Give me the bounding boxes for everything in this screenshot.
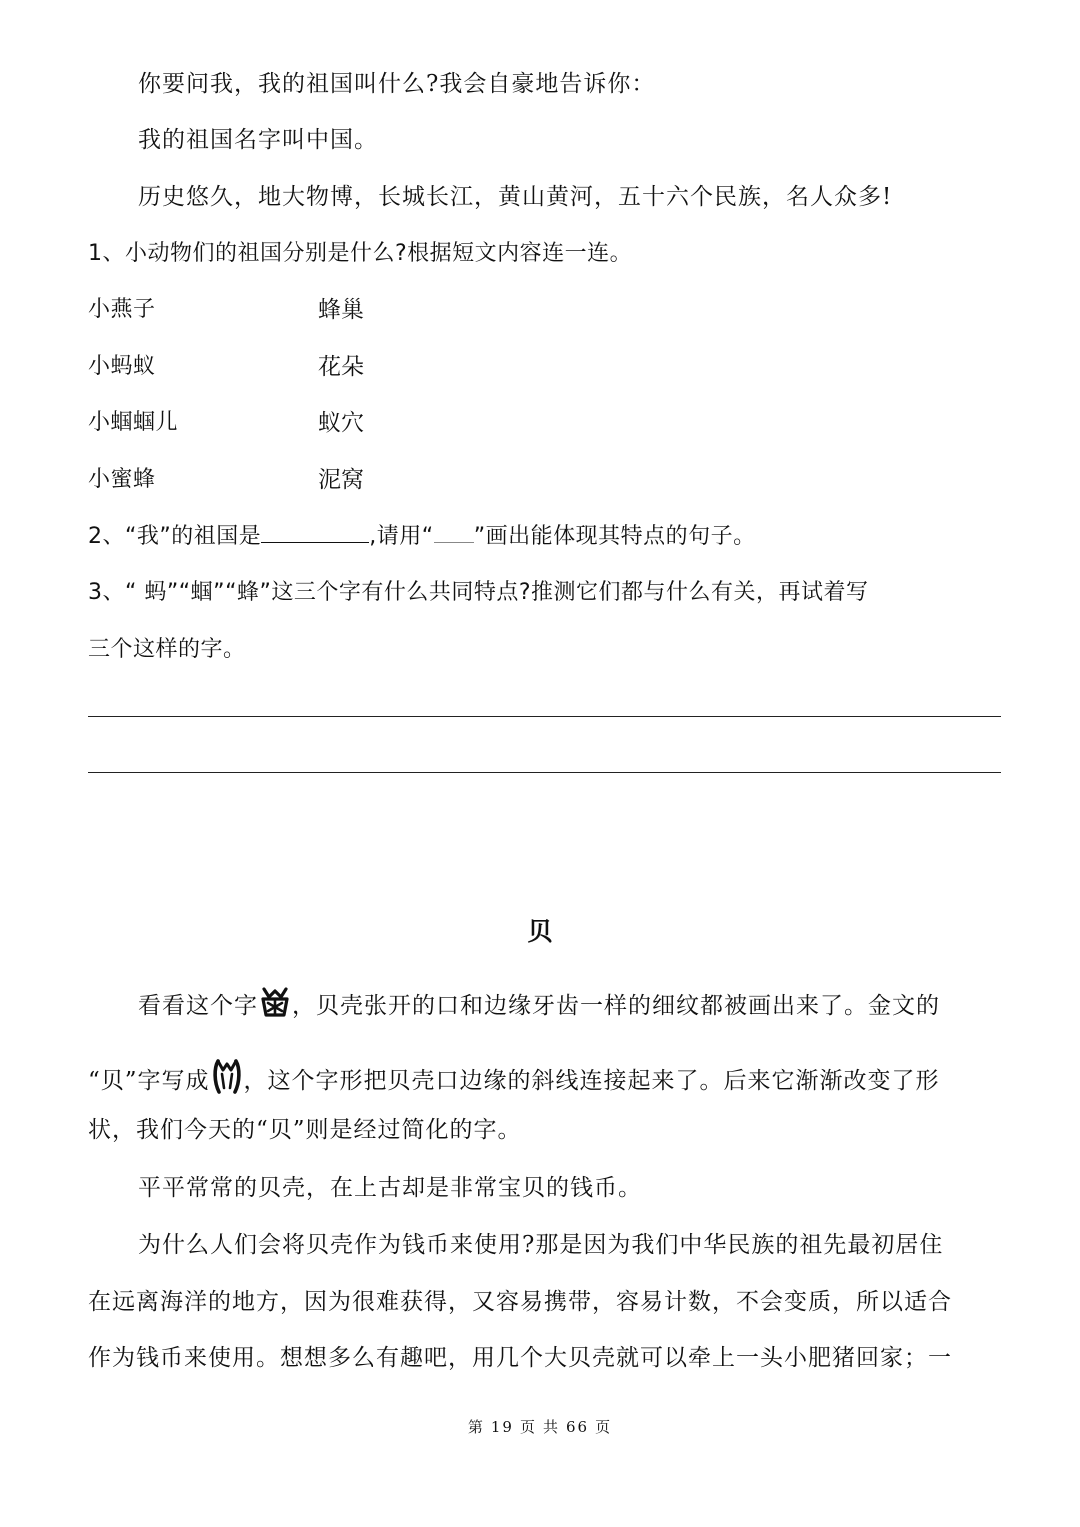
match-left-3: 小蝈蝈儿: [88, 410, 179, 435]
article-p1-c: “贝”字写成: [88, 1068, 210, 1094]
oracle-bone-bei-glyph: [260, 985, 290, 1021]
match-left-1: 小燕子: [88, 297, 156, 322]
poem-line-2: 我的祖国名字叫中国。: [138, 127, 378, 153]
article-p1-d: ，这个字形把贝壳口边缘的斜线连接起来了。后来它渐渐改变了形: [243, 1068, 940, 1094]
match-right-1: 蜂巢: [318, 297, 364, 323]
article-p1-line-2: [88, 1058, 940, 1097]
question-2-part-1: 2、“我”的祖国是: [88, 524, 262, 549]
question-3-line-2: 三个这样的字。: [88, 637, 246, 662]
article-p2: 平平常常的贝壳，在上古却是非常宝贝的钱币。: [138, 1175, 642, 1201]
article-p1-line-3: 状，我们今天的“贝”则是经过简化的字。: [88, 1117, 522, 1143]
footer-total-pages: 66: [566, 1418, 590, 1436]
question-2: [88, 521, 756, 553]
page-footer: [0, 1416, 1080, 1437]
article-p3-line-3: 作为钱币来使用。想想多么有趣吧，用几个大贝壳就可以牵上一头小肥猪回家；一: [88, 1345, 952, 1371]
article-p1-line-1: [138, 985, 940, 1022]
article-p1-a: 看看这个字: [138, 993, 258, 1019]
match-left-4: 小蜜蜂: [88, 467, 156, 492]
match-left-2: 小蚂蚁: [88, 354, 156, 379]
underline-sample: [434, 522, 474, 543]
match-right-3: 蚁穴: [318, 410, 364, 436]
answer-blank: [261, 522, 369, 543]
article-p3-line-1: 为什么人们会将贝壳作为钱币来使用?那是因为我们中华民族的祖先最初居住: [138, 1232, 944, 1258]
question-2-part-2: ,请用“: [369, 524, 434, 549]
answer-line-2: [88, 772, 1001, 773]
match-right-2: 花朵: [318, 354, 364, 380]
article-title: 贝: [527, 917, 553, 946]
match-right-4: 泥窝: [318, 467, 364, 493]
question-1-prompt: 1、小动物们的祖国分别是什么?根据短文内容连一连。: [88, 241, 633, 266]
bronze-bei-glyph: [212, 1058, 242, 1096]
article-p3-line-2: 在远离海洋的地方，因为很难获得，又容易携带，容易计数，不会变质，所以适合: [88, 1289, 952, 1315]
poem-line-3: 历史悠久，地大物博，长城长江，黄山黄河，五十六个民族，名人众多!: [138, 184, 893, 210]
question-2-part-3: ”画出能体现其特点的句子。: [473, 524, 756, 549]
footer-ye-2: 页: [595, 1418, 613, 1436]
footer-page-number: 19: [490, 1418, 514, 1436]
footer-ye-1: 页: [519, 1418, 537, 1436]
article-p1-b: ，贝壳张开的口和边缘牙齿一样的细纹都被画出来了。金文的: [292, 993, 940, 1019]
footer-gong: 共: [543, 1418, 561, 1436]
poem-line-1: 你要问我，我的祖国叫什么?我会自豪地告诉你：: [138, 71, 656, 97]
answer-line-1: [88, 716, 1001, 717]
footer-di: 第: [467, 1418, 485, 1436]
question-3-line-1: 3、“ 蚂”“蝈”“蜂”这三个字有什么共同特点?推测它们都与什么有关，再试着写: [88, 580, 869, 605]
